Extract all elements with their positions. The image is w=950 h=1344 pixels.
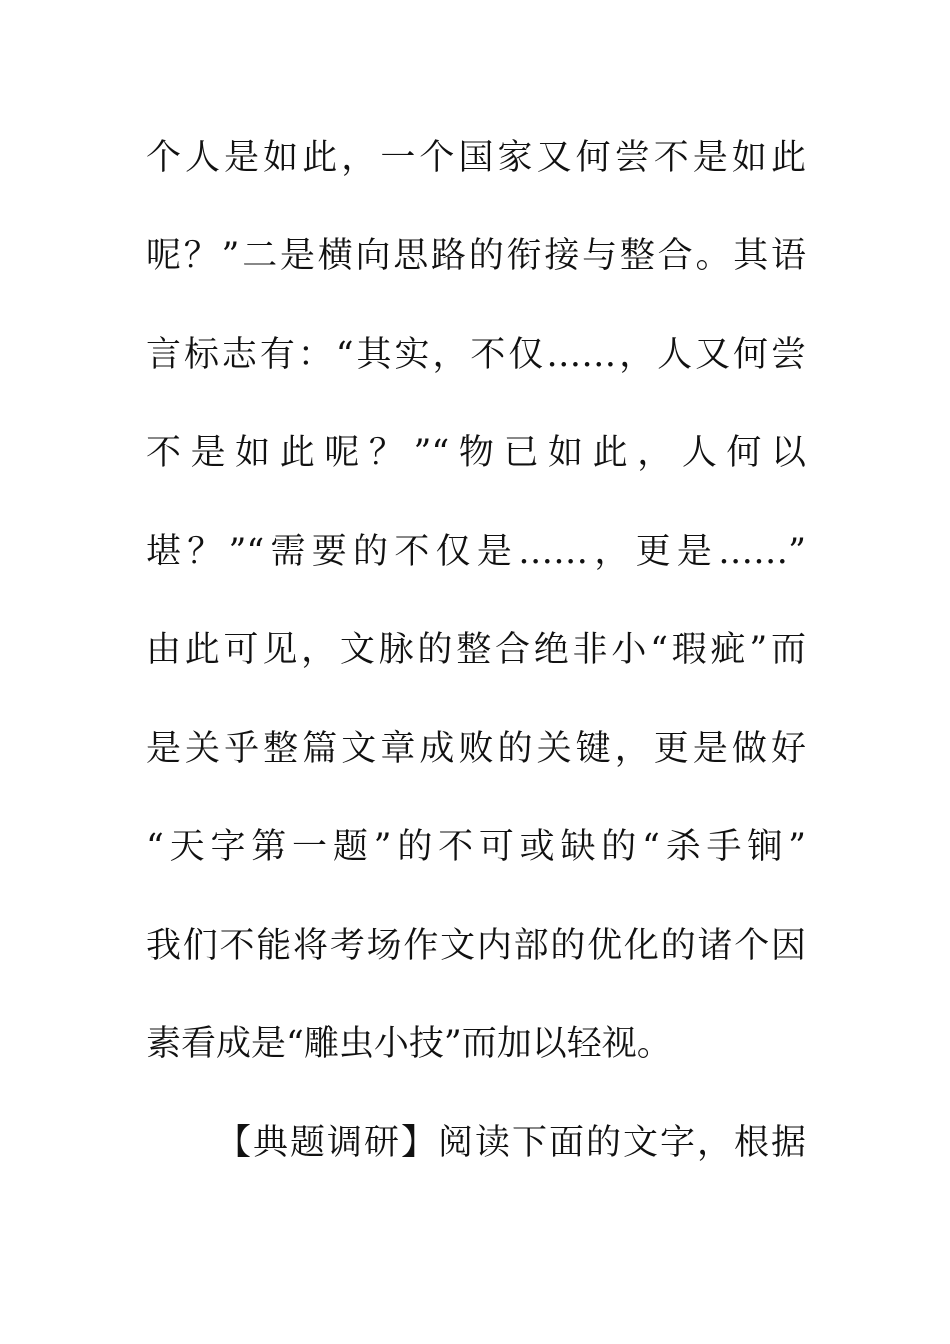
text-line-3: 言标志有：“其实，不仅……，人又何尝 (146, 335, 806, 375)
text-line-4: 不是如此呢？”“物已如此，人何以 (146, 433, 806, 473)
text-line-5: 堪？”“需要的不仅是……，更是……” (146, 532, 806, 572)
text-line-9: 我们不能将考场作文内部的优化的诸个因 (146, 926, 806, 966)
text-line-6: 由此可见，文脉的整合绝非小“瑕疵”而 (146, 630, 806, 670)
text-line-7: 是关乎整篇文章成败的关键，更是做好 (146, 729, 806, 769)
text-line-2: 呢？”二是横向思路的衔接与整合。其语 (146, 236, 806, 276)
text-line-10: 素看成是“雕虫小技”而加以轻视。 (146, 1024, 672, 1064)
text-line-11: 【典题调研】阅读下面的文字，根据 (216, 1123, 806, 1163)
text-line-1: 个人是如此，一个国家又何尝不是如此 (146, 138, 806, 178)
text-line-8: “天字第一题”的不可或缺的“杀手锏” (146, 827, 806, 867)
